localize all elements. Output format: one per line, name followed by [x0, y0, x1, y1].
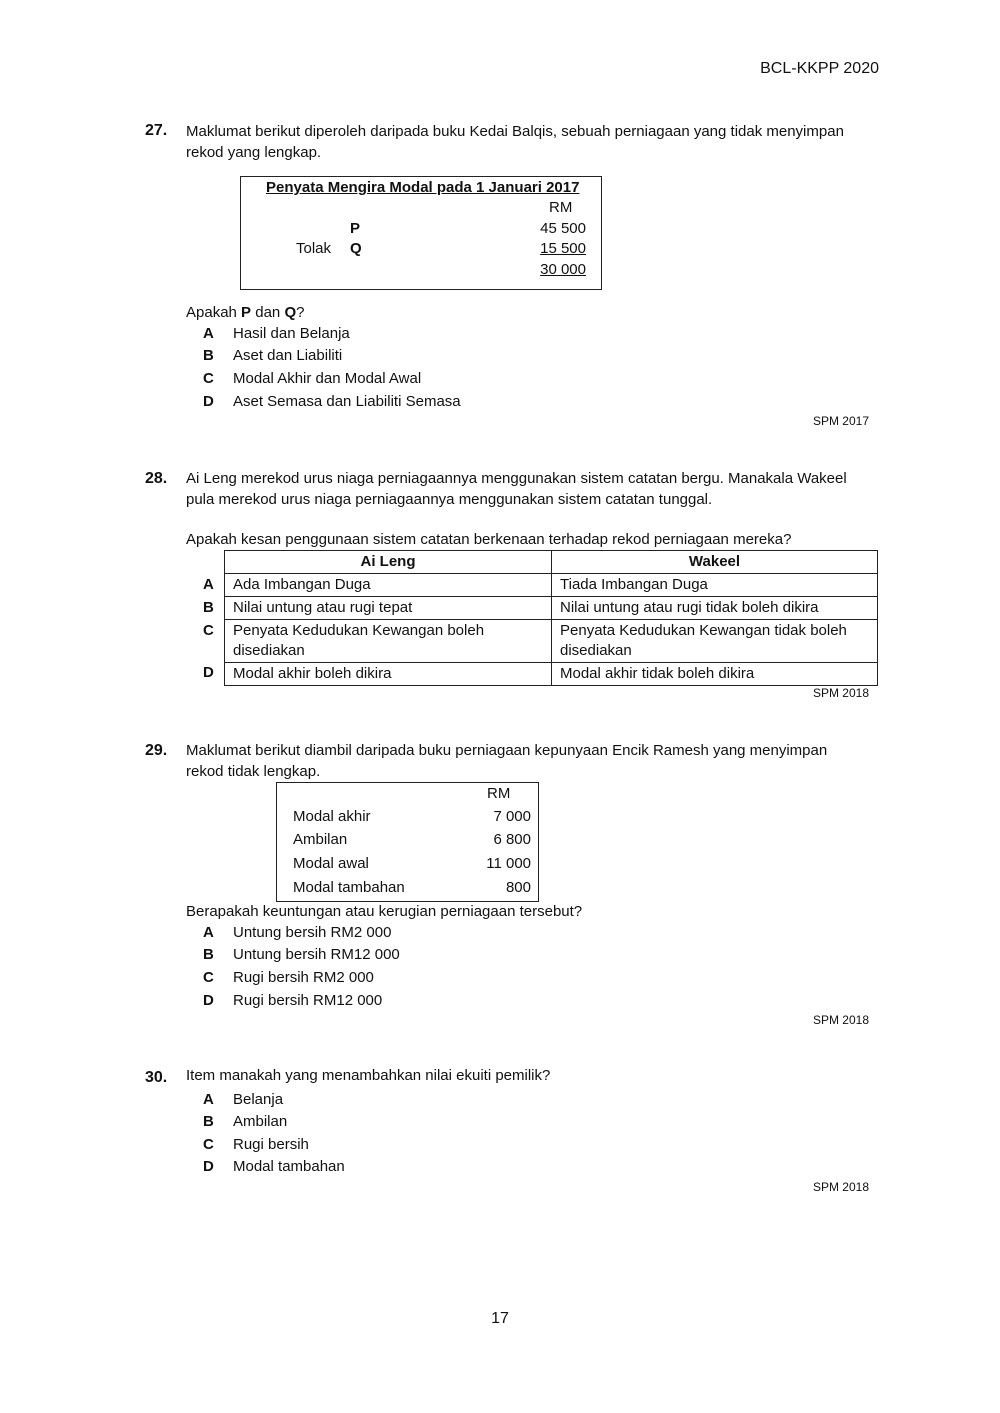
q27-p-label: P	[350, 220, 361, 237]
q27-stem-line1: Maklumat berikut diperoleh daripada buku Kedai Balqis, sebuah perniagaan yang tidak menyimpan	[186, 123, 844, 140]
table-cell: Ada Imbangan Duga	[225, 574, 552, 597]
q27-p-value: 45 500	[540, 220, 586, 237]
q28-comparison-table	[224, 550, 878, 686]
table-cell: Nilai untung atau rugi tidak boleh dikira	[552, 597, 878, 620]
q30-option-b[interactable]	[203, 1111, 287, 1133]
item-value: 11 000	[486, 855, 531, 872]
option-letter: C	[203, 1136, 214, 1153]
option-text: Rugi bersih RM2 000	[233, 969, 374, 986]
table-cell: Penyata Kedudukan Kewangan boleh disediakan	[225, 620, 552, 663]
q27-tolak-label: Tolak	[296, 240, 332, 257]
q29-option-c[interactable]	[203, 967, 374, 989]
q27-capital-statement-box	[240, 176, 602, 290]
option-letter: A	[203, 1091, 214, 1108]
q29-number: 29.	[145, 742, 168, 759]
table-cell: Tiada Imbangan Duga	[552, 574, 878, 597]
q27-question-q: Q	[284, 304, 297, 321]
table-row	[225, 663, 878, 686]
q29-question: Berapakah keuntungan atau kerugian perniagaan tersebut?	[186, 903, 583, 920]
q30-question: Item manakah yang menambahkan nilai ekuiti pemilik?	[186, 1067, 551, 1084]
q29-item	[293, 808, 531, 825]
item-value: 7 000	[493, 808, 531, 825]
q28-row-letter-a[interactable]: A	[203, 576, 214, 593]
q30-option-d[interactable]	[203, 1156, 345, 1178]
q30-source: SPM 2018	[812, 1180, 869, 1194]
q30-option-a[interactable]	[203, 1089, 283, 1111]
q28-stem	[186, 468, 847, 510]
q27-option-a[interactable]	[203, 323, 350, 345]
option-letter: B	[203, 1113, 214, 1130]
q27-rm-header: RM	[549, 199, 573, 216]
q28-row-letter-d[interactable]: D	[203, 664, 214, 681]
table-header-row	[225, 551, 878, 574]
q27-stem-line2: rekod yang lengkap.	[186, 144, 322, 161]
option-text: Modal tambahan	[233, 1158, 345, 1175]
option-letter: A	[203, 924, 214, 941]
q27-option-b[interactable]	[203, 345, 342, 367]
item-label: Modal awal	[293, 855, 369, 872]
item-label: Modal tambahan	[293, 879, 405, 896]
col-header-wakeel: Wakeel	[552, 551, 878, 574]
q28-question: Apakah kesan penggunaan sistem catatan berkenaan terhadap rekod perniagaan mereka?	[186, 531, 792, 548]
table-row	[225, 574, 878, 597]
option-text: Ambilan	[233, 1113, 288, 1130]
q29-option-a[interactable]	[203, 922, 391, 944]
option-text: Belanja	[233, 1091, 284, 1108]
item-value: 800	[505, 879, 531, 896]
option-letter: B	[203, 946, 214, 963]
q27-question-pre: Apakah	[186, 304, 242, 321]
option-text: Untung bersih RM2 000	[233, 924, 392, 941]
option-text: Modal Akhir dan Modal Awal	[233, 370, 422, 387]
table-row	[225, 620, 878, 663]
q29-stem	[186, 740, 827, 782]
q27-option-c[interactable]	[203, 368, 421, 390]
option-letter: D	[203, 992, 214, 1009]
q27-question-end: ?	[296, 304, 305, 321]
q29-rm-header: RM	[487, 785, 511, 802]
q28-source: SPM 2018	[812, 686, 869, 700]
q28-row-letter-b[interactable]: B	[203, 599, 214, 616]
option-letter: A	[203, 325, 214, 342]
option-text: Rugi bersih RM12 000	[233, 992, 383, 1009]
option-letter: D	[203, 393, 214, 410]
q29-item	[293, 831, 531, 848]
q27-question-p: P	[241, 304, 252, 321]
q27-question	[186, 304, 304, 321]
option-text: Hasil dan Belanja	[233, 325, 350, 342]
q29-option-d[interactable]	[203, 990, 382, 1012]
q27-question-mid: dan	[251, 304, 285, 321]
q27-q-label: Q	[350, 240, 362, 257]
q28-stem-line1: Ai Leng merekod urus niaga perniagaannya menggunakan sistem catatan bergu. Manakala Wakeel	[186, 470, 847, 487]
q29-item	[293, 879, 531, 896]
item-label: Ambilan	[293, 831, 348, 848]
table-cell: Nilai untung atau rugi tepat	[225, 597, 552, 620]
q27-source: SPM 2017	[812, 414, 869, 428]
q29-data-box	[276, 782, 539, 902]
option-letter: D	[203, 1158, 214, 1175]
q27-total: 30 000	[540, 261, 586, 278]
table-cell: Penyata Kedudukan Kewangan tidak boleh disediakan	[552, 620, 878, 663]
option-text: Aset Semasa dan Liabiliti Semasa	[233, 393, 461, 410]
q29-option-b[interactable]	[203, 944, 400, 966]
option-text: Aset dan Liabiliti	[233, 347, 343, 364]
q29-item	[293, 855, 531, 872]
item-label: Modal akhir	[293, 808, 371, 825]
item-value: 6 800	[493, 831, 531, 848]
table-cell: Modal akhir boleh dikira	[225, 663, 552, 686]
option-letter: C	[203, 370, 214, 387]
q29-stem-line2: rekod tidak lengkap.	[186, 763, 321, 780]
page-header: BCL-KKPP 2020	[760, 60, 879, 77]
option-letter: C	[203, 969, 214, 986]
q27-number: 27.	[145, 122, 168, 139]
q30-number: 30.	[145, 1069, 168, 1086]
q29-stem-line1: Maklumat berikut diambil daripada buku perniagaan kepunyaan Encik Ramesh yang menyimpan	[186, 742, 828, 759]
table-row	[225, 597, 878, 620]
q28-row-letter-c[interactable]: C	[203, 622, 214, 639]
q29-source: SPM 2018	[812, 1013, 869, 1027]
page-number: 17	[491, 1310, 509, 1327]
q28-number: 28.	[145, 470, 168, 487]
q30-option-c[interactable]	[203, 1134, 309, 1156]
col-header-ai-leng: Ai Leng	[225, 551, 552, 574]
q27-q-value: 15 500	[540, 240, 586, 257]
option-text: Untung bersih RM12 000	[233, 946, 400, 963]
q27-option-d[interactable]	[203, 391, 461, 413]
table-cell: Modal akhir tidak boleh dikira	[552, 663, 878, 686]
q27-stem	[186, 121, 844, 163]
q27-box-title: Penyata Mengira Modal pada 1 Januari 2017	[266, 179, 580, 196]
q28-stem-line2: pula merekod urus niaga perniagaannya menggunakan sistem catatan tunggal.	[186, 491, 713, 508]
option-letter: B	[203, 347, 214, 364]
option-text: Rugi bersih	[233, 1136, 309, 1153]
